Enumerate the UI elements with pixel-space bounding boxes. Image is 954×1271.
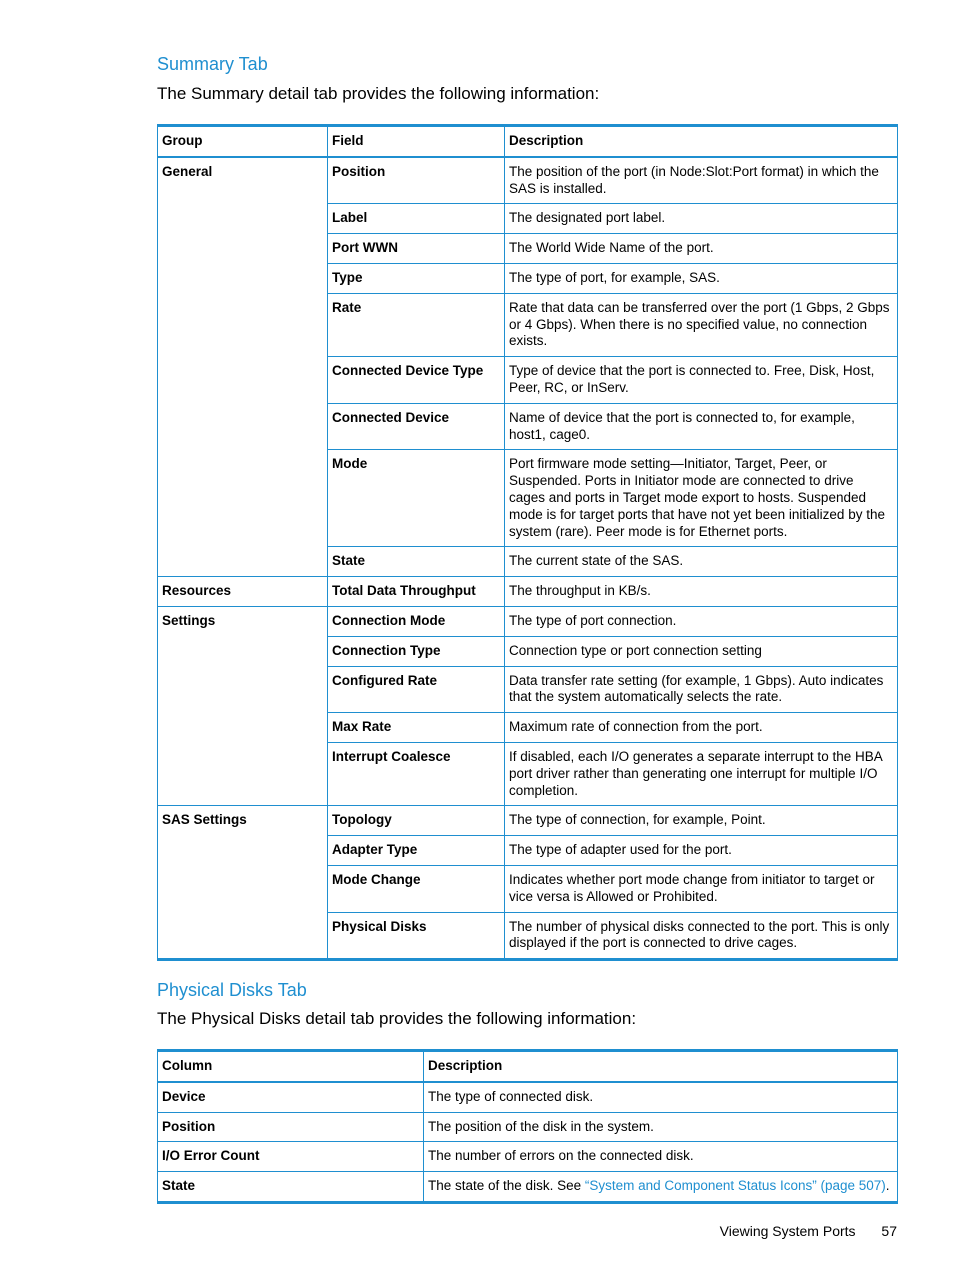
description-cell: The position of the port (in Node:Slot:Port format) in which the SAS is installed. — [505, 157, 898, 204]
description-cell: The World Wide Name of the port. — [505, 234, 898, 264]
description-cell: Connection type or port connection setting — [505, 636, 898, 666]
description-cell: Name of device that the port is connected to, for example, host1, cage0. — [505, 403, 898, 450]
header-field: Field — [328, 126, 505, 157]
description-cell: Indicates whether port mode change from initiator to target or vice versa is Allowed or Prohibited. — [505, 865, 898, 912]
table-row — [158, 1082, 898, 1112]
header-description: Description — [424, 1051, 898, 1082]
description-cell: The designated port label. — [505, 204, 898, 234]
summary-tab-heading: Summary Tab — [157, 54, 268, 74]
field-cell: Connected Device — [328, 403, 505, 450]
description-cell: Type of device that the port is connected to. Free, Disk, Host, Peer, RC, or InServ. — [505, 357, 898, 404]
description-cell: The type of connected disk. — [424, 1082, 898, 1112]
field-cell: Connection Type — [328, 636, 505, 666]
description-cell: The type of adapter used for the port. — [505, 836, 898, 866]
description-cell — [424, 1172, 898, 1203]
description-suffix: . — [885, 1178, 890, 1194]
header-description: Description — [505, 126, 898, 157]
field-cell: Position — [328, 157, 505, 204]
table-row — [158, 1172, 898, 1203]
description-cell: The throughput in KB/s. — [505, 577, 898, 607]
description-cell: The current state of the SAS. — [505, 547, 898, 577]
footer-section-title: Viewing System Ports — [719, 1223, 856, 1239]
physical-disks-table — [157, 1049, 898, 1204]
column-cell: Position — [158, 1112, 424, 1142]
description-cell: Data transfer rate setting (for example, 1 Gbps). Auto indicates that the system automatically selects the rate. — [505, 666, 898, 713]
field-cell: Rate — [328, 293, 505, 356]
description-cell: The type of connection, for example, Point. — [505, 806, 898, 836]
description-cell: If disabled, each I/O generates a separate interrupt to the HBA port driver rather than generating one interrupt for multiple I/O completion. — [505, 742, 898, 805]
description-cell: Maximum rate of connection from the port. — [505, 713, 898, 743]
field-cell: Mode Change — [328, 865, 505, 912]
summary-intro: The Summary detail tab provides the following information: — [157, 84, 600, 103]
header-column: Column — [158, 1051, 424, 1082]
field-cell: Max Rate — [328, 713, 505, 743]
group-cell-settings: Settings — [158, 606, 328, 805]
column-cell: Device — [158, 1082, 424, 1112]
description-cell: The number of errors on the connected disk. — [424, 1142, 898, 1172]
column-cell: I/O Error Count — [158, 1142, 424, 1172]
table-header-row — [158, 126, 898, 157]
table-header-row — [158, 1051, 898, 1082]
table-row — [158, 806, 898, 836]
description-cell: The number of physical disks connected to the port. This is only displayed if the port is connected to drive cages. — [505, 912, 898, 960]
field-cell: Interrupt Coalesce — [328, 742, 505, 805]
field-cell: Type — [328, 263, 505, 293]
table-row — [158, 157, 898, 204]
description-cell: The type of port connection. — [505, 606, 898, 636]
field-cell: Adapter Type — [328, 836, 505, 866]
field-cell: Mode — [328, 450, 505, 547]
field-cell: Port WWN — [328, 234, 505, 264]
header-group: Group — [158, 126, 328, 157]
group-cell-sas-settings: SAS Settings — [158, 806, 328, 960]
summary-table — [157, 124, 898, 961]
description-cell: The type of port, for example, SAS. — [505, 263, 898, 293]
description-cell: Rate that data can be transferred over the port (1 Gbps, 2 Gbps or 4 Gbps). When there is no specified value, no connection exists. — [505, 293, 898, 356]
field-cell: State — [328, 547, 505, 577]
field-cell: Connected Device Type — [328, 357, 505, 404]
description-cell: Port firmware mode setting—Initiator, Target, Peer, or Suspended. Ports in Initiator mode are connected to drive cages and ports in Target mode export to hosts. Suspended mode is for target ports that have not yet been initialized by the system (rare). Peer mode is for Ethernet ports. — [505, 450, 898, 547]
page-number: 57 — [881, 1223, 897, 1239]
group-cell-resources: Resources — [158, 577, 328, 607]
table-row — [158, 1142, 898, 1172]
physical-disks-intro: The Physical Disks detail tab provides the following information: — [157, 1009, 637, 1028]
status-icons-link[interactable]: “System and Component Status Icons” (page 507) — [584, 1178, 886, 1194]
group-cell-general: General — [158, 157, 328, 577]
table-row — [158, 1112, 898, 1142]
field-cell: Topology — [328, 806, 505, 836]
field-cell: Connection Mode — [328, 606, 505, 636]
physical-disks-tab-heading: Physical Disks Tab — [157, 980, 307, 1000]
column-cell: State — [158, 1172, 424, 1203]
description-cell: The position of the disk in the system. — [424, 1112, 898, 1142]
field-cell: Configured Rate — [328, 666, 505, 713]
table-row — [158, 577, 898, 607]
field-cell: Label — [328, 204, 505, 234]
description-prefix: The state of the disk. See — [428, 1178, 585, 1194]
field-cell: Total Data Throughput — [328, 577, 505, 607]
table-row — [158, 606, 898, 636]
field-cell: Physical Disks — [328, 912, 505, 960]
page-footer — [720, 1223, 897, 1239]
